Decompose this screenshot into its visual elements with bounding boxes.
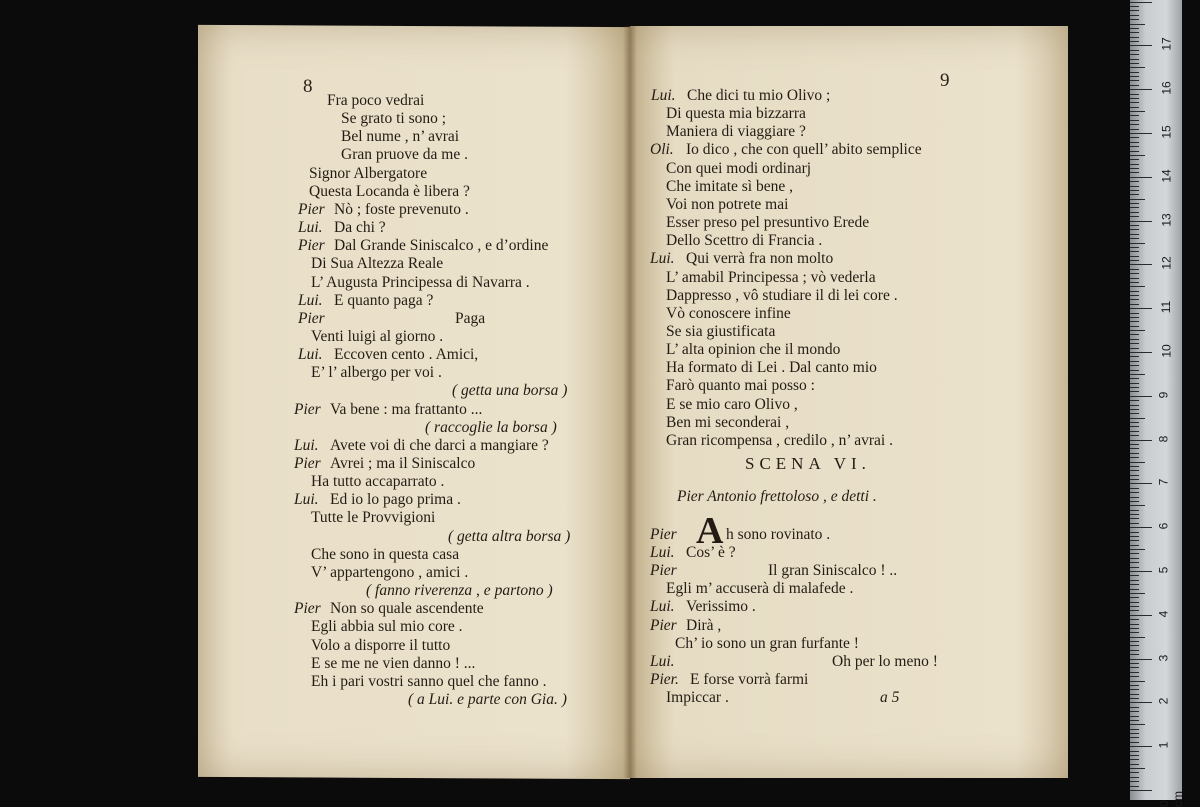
ruler-tick [1130, 645, 1139, 646]
ruler-number: 12 [1159, 256, 1174, 271]
verse-line: Ha tutto accaparrato . [311, 473, 445, 491]
verse-line: Questa Locanda è libera ? [309, 182, 470, 200]
ruler-tick [1130, 278, 1139, 279]
ruler-tick [1130, 729, 1139, 730]
ruler-tick [1130, 41, 1139, 42]
ruler-tick [1130, 6, 1139, 7]
ruler-tick [1130, 361, 1139, 362]
ruler-tick [1130, 137, 1139, 138]
verse-line: Non so quale ascendente [330, 600, 484, 618]
ruler-tick [1130, 146, 1139, 147]
ruler-tick [1130, 777, 1139, 778]
ruler-tick [1130, 589, 1139, 590]
verse-line: Di questa mia bizzarra [666, 105, 806, 123]
ruler-tick [1130, 229, 1139, 230]
verse-line: Dappresso , vô studiare il di lei core . [666, 286, 898, 304]
ruler-tick [1130, 186, 1139, 187]
ruler-tick [1130, 172, 1139, 173]
speaker-label: Pier. [650, 670, 679, 688]
ruler-tick [1130, 32, 1139, 33]
ruler-tick [1130, 356, 1139, 357]
ruler-number: 8 [1156, 435, 1171, 442]
ruler-tick [1130, 273, 1139, 274]
speaker-label: Lui. [298, 346, 323, 364]
ruler-tick [1130, 400, 1139, 401]
ruler-tick [1130, 168, 1139, 169]
ruler-tick [1130, 129, 1139, 130]
ruler-tick [1130, 378, 1139, 379]
right-page-number: 9 [940, 70, 950, 91]
ruler-tick [1130, 216, 1139, 217]
ruler-tick [1130, 299, 1139, 300]
ruler-tick [1130, 308, 1152, 309]
ruler-number: 14 [1159, 169, 1174, 183]
verse-line: Vò conoscere infine [666, 304, 791, 322]
ruler-tick [1130, 742, 1139, 743]
ruler-tick [1130, 667, 1139, 668]
ruler-tick [1130, 501, 1139, 502]
stage-direction: ( fanno riverenza , e partono ) [366, 582, 553, 600]
ruler-tick [1130, 164, 1139, 165]
ruler-tick [1130, 238, 1139, 239]
ruler-tick [1130, 435, 1139, 436]
ruler-tick [1130, 475, 1139, 476]
ruler-tick [1130, 2, 1152, 3]
ruler-tick [1130, 492, 1139, 493]
speaker-label: Lui. [651, 87, 676, 104]
ruler-tick [1130, 698, 1139, 699]
ruler-tick [1130, 545, 1139, 546]
ruler-tick [1130, 716, 1139, 717]
ruler-tick [1130, 768, 1145, 769]
ruler-tick [1130, 111, 1145, 112]
ruler-tick [1130, 733, 1139, 734]
ruler-tick [1130, 212, 1139, 213]
verse-line: Gran pruove da me . [341, 146, 468, 164]
ruler-tick [1130, 597, 1139, 598]
ruler-tick [1130, 203, 1139, 204]
scene-title: SCENA VI. [745, 454, 871, 473]
ruler-tick [1130, 505, 1145, 506]
verse-line: Che imitate sì bene , [666, 177, 793, 195]
ruler-number: 17 [1159, 37, 1174, 52]
verse-line: E se me ne vien danno ! ... [311, 654, 476, 672]
ruler-tick [1130, 120, 1139, 121]
ruler-tick [1130, 28, 1139, 29]
ruler-tick [1130, 659, 1152, 660]
ruler-tick [1130, 260, 1139, 261]
ruler-tick [1130, 107, 1139, 108]
ruler-tick [1130, 558, 1139, 559]
ruler-tick [1130, 286, 1145, 287]
ruler-tick [1130, 523, 1139, 524]
ruler-number: 1 [1156, 741, 1171, 749]
ruler-tick [1130, 453, 1139, 454]
verse-line: Se grato ti sono ; [341, 110, 447, 128]
verse-line: Qui verrà fra non molto [686, 250, 834, 268]
verse-line: Che sono in questa casa [311, 545, 460, 563]
ruler-tick [1130, 72, 1139, 73]
ruler-tick [1130, 654, 1139, 655]
speaker-label: Lui. [298, 219, 323, 237]
ruler-tick [1130, 54, 1139, 55]
verse-line: Ed io lo pago prima . [330, 491, 461, 509]
ruler-tick [1130, 374, 1145, 375]
verse-line: Da chi ? [334, 219, 386, 237]
ruler-tick [1130, 80, 1139, 81]
ruler-tick [1130, 391, 1139, 392]
verse-line: Gran ricompensa , credilo , n’ avrai . [666, 431, 893, 449]
ruler-tick [1130, 584, 1139, 585]
ruler-tick [1130, 396, 1152, 397]
speaker-label: Oli. [650, 141, 674, 159]
signature-mark: a 5 [880, 689, 900, 706]
ruler-tick [1130, 488, 1139, 489]
ruler-tick [1130, 102, 1139, 103]
verse-line: Fra poco vedrai [327, 92, 425, 109]
ruler-tick [1130, 59, 1139, 60]
ruler-tick [1130, 199, 1145, 200]
ruler-tick [1130, 593, 1145, 594]
verse-line: Dal Grande Siniscalco , e d’ordine [334, 237, 549, 255]
ruler-tick [1130, 575, 1139, 576]
ruler-tick [1130, 518, 1139, 519]
verse-line: E’ l’ albergo per voi . [311, 364, 442, 382]
stage-direction: ( raccoglie la borsa ) [425, 418, 557, 436]
ruler-tick [1130, 549, 1145, 550]
ruler-tick [1130, 269, 1139, 270]
ruler-tick [1130, 63, 1139, 64]
ruler-tick [1130, 462, 1145, 463]
ruler-tick [1130, 151, 1139, 152]
verse-line: Impiccar . [666, 688, 729, 706]
ruler-tick [1130, 483, 1152, 484]
ruler-tick [1130, 641, 1139, 642]
ruler-tick [1130, 431, 1139, 432]
ruler-tick [1130, 94, 1139, 95]
ruler-tick [1130, 676, 1139, 677]
ruler-tick [1130, 562, 1139, 563]
ruler-tick [1130, 672, 1139, 673]
ruler-tick [1130, 24, 1145, 25]
ruler-tick [1130, 650, 1139, 651]
ruler-tick [1130, 304, 1139, 305]
ruler-tick [1130, 540, 1139, 541]
ruler-tick [1130, 339, 1139, 340]
ruler-tick [1130, 207, 1139, 208]
speaker-label: Pier [294, 600, 321, 618]
ruler-tick [1130, 532, 1139, 533]
ruler-tick [1130, 702, 1152, 703]
ruler-tick [1130, 89, 1152, 90]
speaker-label: Lui. [650, 250, 675, 268]
ruler-number: 15 [1159, 125, 1174, 139]
ruler-tick [1130, 444, 1139, 445]
ruler-number: 9 [1156, 391, 1171, 399]
verse-line: h sono rovinato . [726, 526, 831, 543]
speaker-label: Lui. [294, 491, 319, 509]
ruler-tick [1130, 479, 1139, 480]
ruler-tick [1130, 124, 1139, 125]
ruler-tick [1130, 76, 1139, 77]
verse-line: Bel nume , n’ avrai [341, 128, 460, 146]
verse-line: L’ amabil Principessa ; vò vederla [666, 268, 876, 286]
ruler-tick [1130, 619, 1139, 620]
verse-line: Che dici tu mio Olivo ; [687, 87, 831, 104]
ruler-number: 13 [1159, 212, 1174, 227]
ruler-tick [1130, 755, 1139, 756]
ruler-tick [1130, 711, 1139, 712]
speaker-label: Lui. [298, 291, 323, 309]
ruler-tick [1130, 190, 1139, 191]
verse-line: Voi non potrete mai [666, 195, 789, 213]
ruler-tick [1130, 405, 1139, 406]
verse-line: Oh per lo meno ! [832, 652, 938, 670]
ruler-tick [1130, 786, 1139, 787]
speaker-label: Pier [298, 200, 325, 218]
ruler-tick [1130, 510, 1139, 511]
ruler-tick [1130, 553, 1139, 554]
verse-line: Paga [455, 309, 486, 327]
ruler-tick [1130, 370, 1139, 371]
ruler-tick [1130, 759, 1139, 760]
ruler-number: 5 [1156, 566, 1171, 574]
stage-direction: ( getta una borsa ) [452, 382, 568, 400]
ruler-tick [1130, 142, 1139, 143]
ruler-tick [1130, 610, 1139, 611]
ruler-tick [1130, 251, 1139, 252]
ruler-tick [1130, 514, 1139, 515]
verse-line: E quanto paga ? [334, 291, 434, 309]
verse-line: Signor Albergatore [309, 164, 428, 182]
verse-line: Venti luigi al giorno . [311, 327, 444, 345]
drop-cap: A [696, 510, 724, 552]
ruler-tick [1130, 15, 1139, 16]
verse-line: Esser preso pel presuntivo Erede [666, 214, 870, 232]
ruler-number: 10 [1159, 344, 1174, 358]
ruler-tick [1130, 681, 1145, 682]
ruler-tick [1130, 466, 1139, 467]
ruler-tick [1130, 19, 1139, 20]
left-page-number: 8 [303, 76, 313, 97]
ruler-tick [1130, 746, 1152, 747]
ruler-tick [1130, 413, 1139, 414]
ruler-tick [1130, 426, 1139, 427]
verse-line: Dirà , [686, 616, 722, 634]
ruler-tick [1130, 348, 1139, 349]
verse-line: L’ Augusta Principessa di Navarra . [311, 273, 530, 291]
ruler-tick [1130, 387, 1139, 388]
ruler-tick [1130, 422, 1139, 423]
ruler-tick [1130, 527, 1152, 528]
ruler-tick [1130, 247, 1139, 248]
verse-line: L’ alta opinion che il mondo [666, 341, 841, 359]
ruler-tick [1130, 409, 1139, 410]
ruler-tick [1130, 764, 1139, 765]
ruler-tick [1130, 567, 1139, 568]
verse-line: Dello Scettro di Francia . [666, 232, 823, 250]
ruler-tick [1130, 628, 1139, 629]
ruler-tick [1130, 343, 1139, 344]
ruler-tick [1130, 334, 1139, 335]
ruler-tick [1130, 724, 1145, 725]
ruler-tick [1130, 243, 1145, 244]
ruler-tick [1130, 663, 1139, 664]
ruler-tick [1130, 580, 1139, 581]
ruler-tick [1130, 264, 1152, 265]
speaker-label: Lui. [650, 652, 675, 670]
verse-line: Con quei modi ordinarj [666, 159, 812, 177]
ruler-tick [1130, 50, 1139, 51]
ruler-tick [1130, 45, 1152, 46]
stage-direction: ( getta altra borsa ) [448, 527, 571, 545]
ruler-tick [1130, 115, 1139, 116]
ruler-number: 2 [1156, 698, 1171, 705]
ruler-tick [1130, 98, 1139, 99]
verse-line: Di Sua Altezza Reale [311, 255, 444, 273]
ruler-tick [1130, 751, 1139, 752]
ruler-tick [1130, 133, 1152, 134]
ruler-number: 16 [1159, 81, 1174, 95]
ruler-tick [1130, 694, 1139, 695]
ruler-tick [1130, 632, 1139, 633]
ruler-tick [1130, 155, 1145, 156]
ruler-tick [1130, 689, 1139, 690]
ruler-tick [1130, 313, 1139, 314]
verse-line: Eccoven cento . Amici, [334, 346, 479, 364]
verse-line: Tutte le Provvigioni [311, 509, 436, 527]
ruler-tick [1130, 330, 1145, 331]
verse-line: Se sia giustificata [666, 322, 776, 340]
speaker-label: Pier [650, 526, 677, 543]
ruler-tick [1130, 352, 1152, 353]
ruler-tick [1130, 571, 1152, 572]
verse-line: Cos’ è ? [686, 544, 736, 562]
verse-line: Verissimo . [686, 598, 756, 616]
ruler-number: 11 [1159, 300, 1174, 314]
ruler-tick [1130, 624, 1139, 625]
ruler-tick [1130, 234, 1139, 235]
ruler-tick [1130, 37, 1139, 38]
speaker-label: Lui. [650, 598, 675, 616]
ruler-tick [1130, 295, 1139, 296]
verse-line: Eh i pari vostri sanno quel che fanno . [311, 672, 547, 690]
verse-line: Avrei ; ma il Siniscalco [330, 455, 476, 472]
ruler-tick [1130, 181, 1139, 182]
ruler-number: 3 [1156, 654, 1171, 661]
ruler-tick [1130, 637, 1145, 638]
measuring-ruler [1130, 0, 1185, 807]
ruler-tick [1130, 221, 1152, 222]
verse-line: Ha formato di Lei . Dal canto mio [666, 359, 877, 377]
ruler-tick [1130, 707, 1139, 708]
verse-line: Avete voi di che darci a mangiare ? [330, 436, 549, 454]
ruler-tick [1130, 67, 1145, 68]
ruler-tick [1130, 365, 1139, 366]
ruler-tick [1130, 291, 1139, 292]
ruler-tick [1130, 685, 1139, 686]
ruler-number: 6 [1156, 522, 1171, 530]
ruler-tick [1130, 225, 1139, 226]
verse-line: Farò quanto mai posso : [666, 377, 815, 395]
ruler-tick [1130, 790, 1152, 791]
ruler-tick [1130, 326, 1139, 327]
verse-line: V’ appartengono , amici . [311, 563, 469, 581]
stage-direction: ( a Lui. e parte con Gia. ) [408, 690, 567, 708]
ruler-tick [1130, 317, 1139, 318]
speaker-label: Pier [298, 309, 325, 327]
ruler-tick [1130, 194, 1139, 195]
verse-line: Ch’ io sono un gran furfante ! [675, 634, 859, 652]
ruler-tick [1130, 615, 1152, 616]
speaker-label: Pier [650, 562, 677, 580]
verse-line: Egli abbia sul mio core . [311, 618, 463, 636]
ruler-tick [1130, 159, 1139, 160]
ruler-number: 7 [1156, 479, 1171, 486]
ruler-tick [1130, 781, 1139, 782]
scene-subtitle: Pier Antonio frettoloso , e detti . [677, 488, 877, 505]
ruler-tick [1130, 321, 1139, 322]
verse-line: E se mio caro Olivo , [666, 395, 798, 413]
verse-line: Il gran Siniscalco ! .. [768, 562, 898, 580]
ruler-tick [1130, 737, 1139, 738]
ruler-tick [1130, 418, 1145, 419]
ruler-tick [1130, 448, 1139, 449]
ruler-tick [1130, 85, 1139, 86]
verse-line: Io dico , che con quell’ abito semplice [686, 141, 922, 159]
verse-line: Maniera di viaggiare ? [666, 123, 806, 141]
ruler-number: 4 [1156, 610, 1171, 618]
ruler-tick [1130, 772, 1139, 773]
speaker-label: Pier [294, 455, 321, 472]
ruler-tick [1130, 282, 1139, 283]
verse-line: Ben mi seconderai , [666, 413, 790, 431]
book-gutter [623, 26, 637, 778]
ruler-tick [1130, 383, 1139, 384]
verse-line: Va bene : ma frattanto ... [330, 400, 483, 418]
ruler-tick [1130, 536, 1139, 537]
ruler-tick [1130, 606, 1139, 607]
verse-line: Volo a disporre il tutto [311, 636, 451, 654]
verse-line: E forse vorrà farmi [690, 670, 809, 688]
ruler-tick [1130, 457, 1139, 458]
speaker-label: Pier [294, 400, 321, 418]
ruler-tick [1130, 440, 1152, 441]
ruler-number: 0 cm [1157, 791, 1185, 807]
speaker-label: Pier [650, 616, 677, 634]
ruler-tick [1130, 497, 1139, 498]
speaker-label: Lui. [650, 544, 675, 562]
speaker-label: Lui. [294, 436, 319, 454]
speaker-label: Pier [298, 237, 325, 255]
ruler-tick [1130, 256, 1139, 257]
ruler-tick [1130, 470, 1139, 471]
ruler-tick [1130, 602, 1139, 603]
verse-line: Nò ; foste prevenuto . [334, 200, 469, 218]
ruler-tick [1130, 10, 1139, 11]
verse-line: Egli m’ accuserà di malafede . [666, 580, 854, 598]
ruler-tick [1130, 177, 1152, 178]
ruler-tick [1130, 720, 1139, 721]
